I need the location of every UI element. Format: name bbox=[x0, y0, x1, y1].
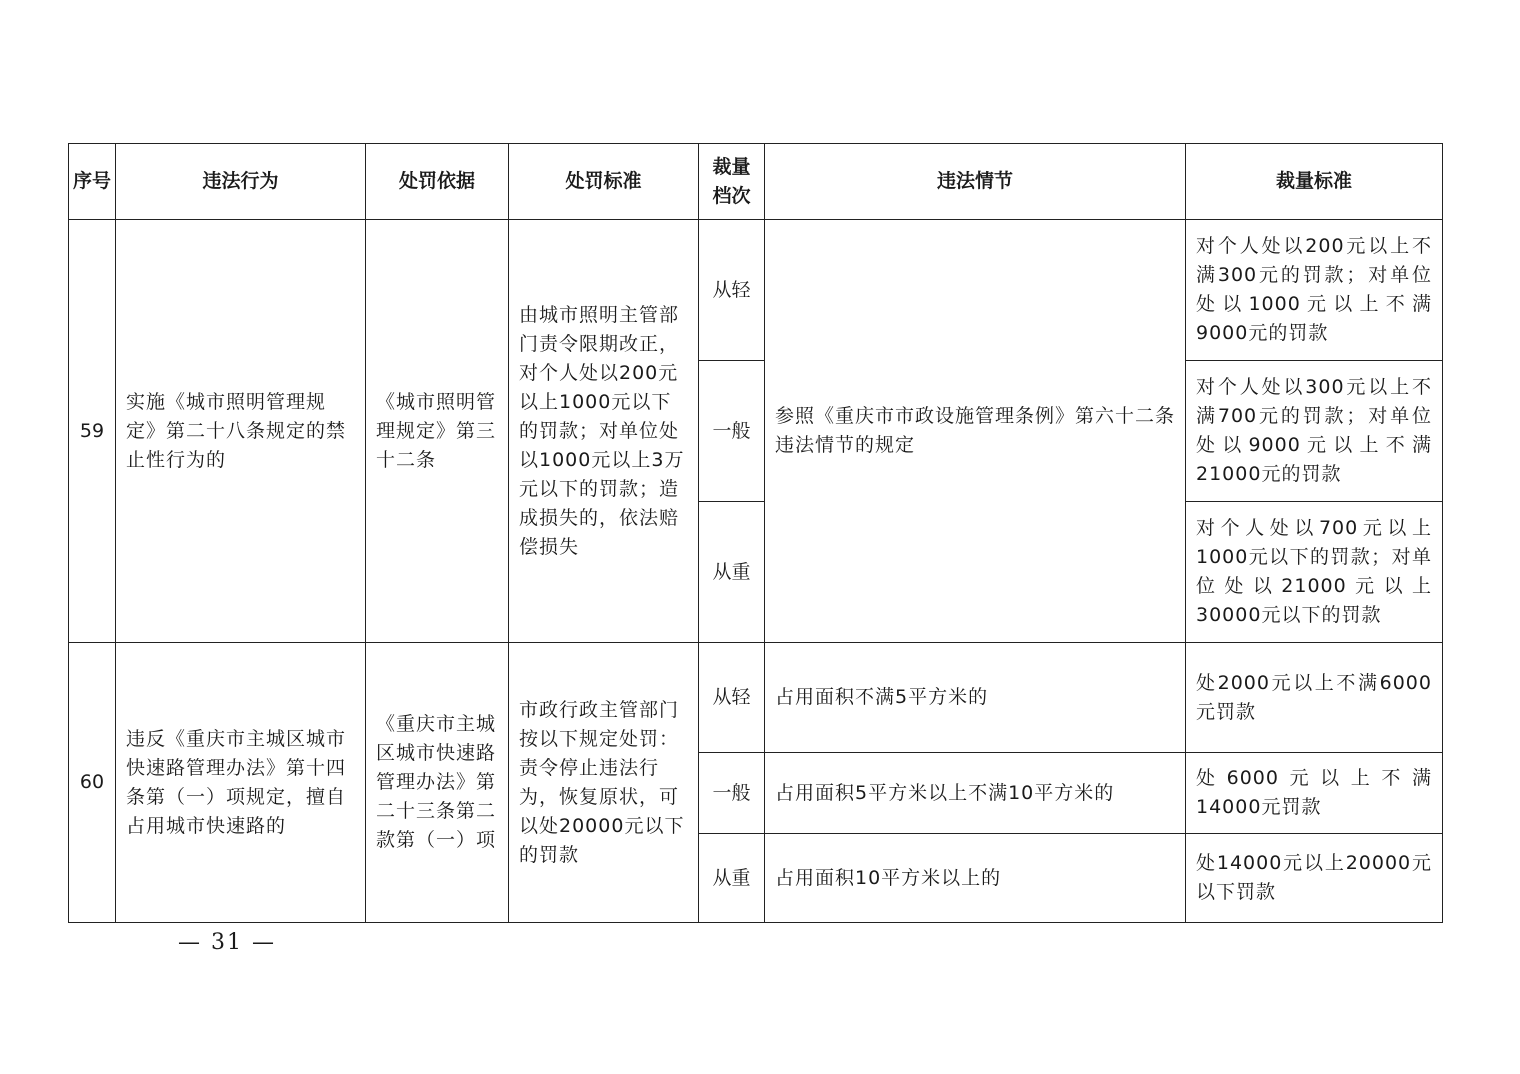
penalty-standard: 市政行政主管部门按以下规定处罚：责令停止违法行为，恢复原状，可以处20000元以下的罚款 bbox=[509, 643, 699, 923]
header-criterion: 裁量标准 bbox=[1186, 144, 1443, 220]
header-grade: 裁量档次 bbox=[699, 144, 765, 220]
header-standard: 处罚标准 bbox=[509, 144, 699, 220]
table-row bbox=[69, 643, 1443, 753]
discretion-grade: 一般 bbox=[699, 361, 765, 502]
discretion-criterion: 处2000元以上不满6000元罚款 bbox=[1186, 643, 1443, 753]
page-number: — 31 — bbox=[178, 930, 276, 955]
row-number: 59 bbox=[69, 220, 116, 643]
violation-circumstance: 占用面积5平方米以上不满10平方米的 bbox=[765, 753, 1186, 834]
violation-circumstance: 占用面积不满5平方米的 bbox=[765, 643, 1186, 753]
discretion-criterion: 处14000元以上20000元以下罚款 bbox=[1186, 834, 1443, 923]
header-circumstance: 违法情节 bbox=[765, 144, 1186, 220]
header-basis: 处罚依据 bbox=[366, 144, 509, 220]
discretion-criterion: 对个人处以300元以上不满700元的罚款；对单位处以9000元以上不满21000元的罚款 bbox=[1186, 361, 1443, 502]
discretion-grade: 从重 bbox=[699, 834, 765, 923]
header-behavior: 违法行为 bbox=[116, 144, 366, 220]
violation-behavior: 违反《重庆市主城区城市快速路管理办法》第十四条第（一）项规定，擅自占用城市快速路的 bbox=[116, 643, 366, 923]
discretion-grade: 从轻 bbox=[699, 220, 765, 361]
violation-circumstance: 参照《重庆市市政设施管理条例》第六十二条违法情节的规定 bbox=[765, 220, 1186, 643]
penalty-standard: 由城市照明主管部门责令限期改正，对个人处以200元以上1000元以下的罚款；对单位处以1000元以上3万元以下的罚款；造成损失的，依法赔偿损失 bbox=[509, 220, 699, 643]
row-number: 60 bbox=[69, 643, 116, 923]
penalty-basis: 《城市照明管理规定》第三十二条 bbox=[366, 220, 509, 643]
discretion-grade: 从轻 bbox=[699, 643, 765, 753]
table-row bbox=[69, 220, 1443, 361]
header-row bbox=[69, 144, 1443, 220]
penalty-discretion-table bbox=[68, 143, 1443, 923]
discretion-criterion: 对个人处以700元以上1000元以下的罚款；对单位处以21000元以上30000元以下的罚款 bbox=[1186, 502, 1443, 643]
discretion-grade: 从重 bbox=[699, 502, 765, 643]
violation-behavior: 实施《城市照明管理规定》第二十八条规定的禁止性行为的 bbox=[116, 220, 366, 643]
discretion-criterion: 处6000元以上不满14000元罚款 bbox=[1186, 753, 1443, 834]
violation-circumstance: 占用面积10平方米以上的 bbox=[765, 834, 1186, 923]
header-no: 序号 bbox=[69, 144, 116, 220]
penalty-basis: 《重庆市主城区城市快速路管理办法》第二十三条第二款第（一）项 bbox=[366, 643, 509, 923]
discretion-grade: 一般 bbox=[699, 753, 765, 834]
discretion-criterion: 对个人处以200元以上不满300元的罚款；对单位处以1000元以上不满9000元的罚款 bbox=[1186, 220, 1443, 361]
